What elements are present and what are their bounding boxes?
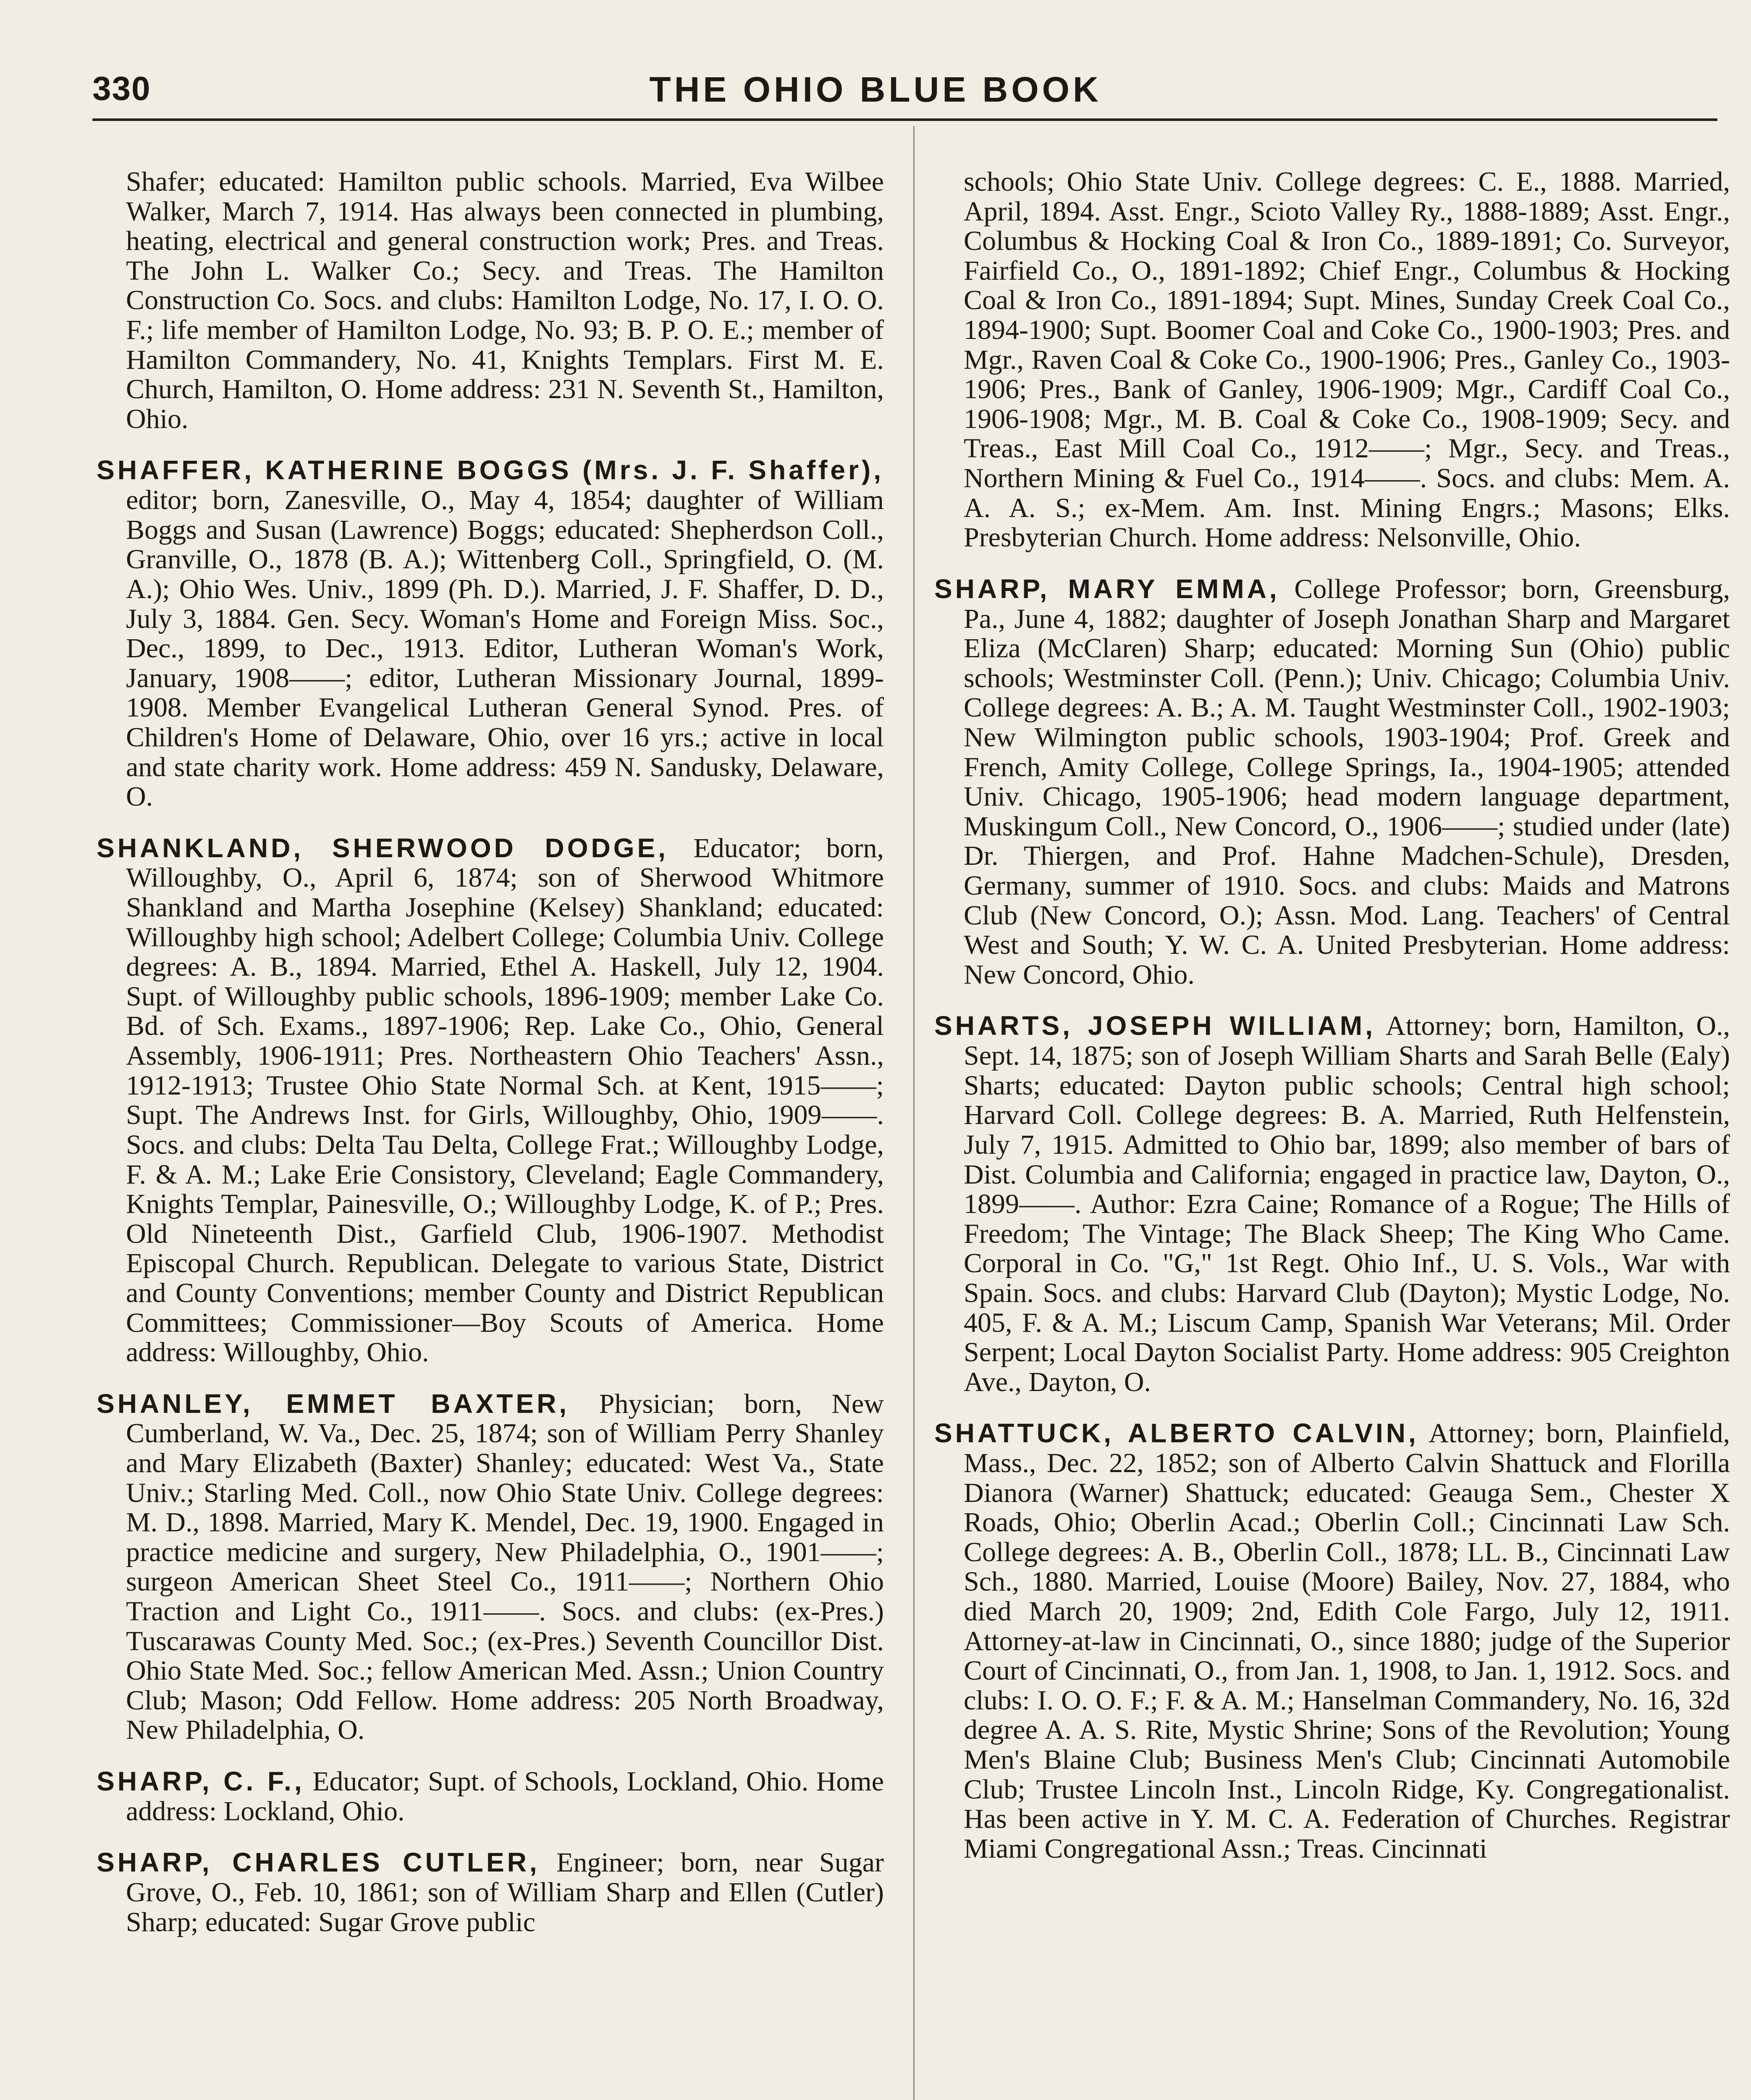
entry-shaffer xyxy=(97,456,884,811)
right-column xyxy=(934,167,1730,1886)
page-number: 330 xyxy=(92,70,151,107)
entry-sharp-mary xyxy=(934,575,1730,990)
entry-text: Engineer; born, near Sugar Grove, O., Feb. 10, 1861; son of William Sharp and Ellen (Cutler) Sharp; educated: Sugar Grove public xyxy=(126,1847,884,1937)
entry-name: SHANKLAND, SHERWOOD DODGE, xyxy=(97,832,668,863)
entry-text: Physician; born, New Cumberland, W. Va., Dec. 25, 1874; son of William Perry Shanley and Mary Elizabeth (Baxter) Shanley; educated: West Va., State Univ.; Starling Med. Coll., now Ohio State Univ. College degrees: M. D., 1898. Married, Mary K. Mendel, Dec. 19, 1900. Engaged in practice medicine and surgery, New Philadelphia, O., 1901——; surgeon American Sheet Steel Co., 1911——; Northern Ohio Traction and Light Co., 1911——. Socs. and clubs: (ex-Pres.) Tuscarawas County Med. Soc.; (ex-Pres.) Seventh Councillor Dist. Ohio State Med. Soc.; fellow American Med. Assn.; Union Country Club; Mason; Odd Fellow. Home address: 205 North Broadway, New Philadelphia, O. xyxy=(126,1388,884,1746)
entry-text: Attorney; born, Hamilton, O., Sept. 14, 1875; son of Joseph William Sharts and Sarah Belle (Ealy) Sharts; educated: Dayton public schools; Central high school; Harvard Coll. College degrees: B. A. Married, Ruth Helfenstein, July 7, 1915. Admitted to Ohio bar, 1899; also member of bars of Dist. Columbia and California; engaged in practice law, Dayton, O., 1899——. Author: Ezra Caine; Romance of a Rogue; The Hills of Freedom; The Vintage; The Black Sheep; The King Who Came. Corporal in Co. "G," 1st Regt. Ohio Inf., U. S. Vols., War with Spain. Socs. and clubs: Harvard Club (Dayton); Mystic Lodge, No. 405, F. & A. M.; Liscum Camp, Spanish War Veterans; Mil. Order Serpent; Local Dayton Socialist Party. Home address: 905 Creighton Ave., Dayton, O. xyxy=(964,1011,1730,1397)
entry-name: SHARP, C. F., xyxy=(97,1766,305,1797)
entry-name: SHANLEY, EMMET BAXTER, xyxy=(97,1388,570,1419)
entry-text: Educator; born, Willoughby, O., April 6, 1874; son of Sherwood Whitmore Shankland and Martha Josephine (Kelsey) Shankland; educated: Willoughby high school; Adelbert College; Columbia Univ. College degrees: A. B., 1894. Married, Ethel A. Haskell, July 12, 1904. Supt. of Willoughby public schools, 1896-1909; member Lake Co. Bd. of Sch. Exams., 1897-1906; Rep. Lake Co., Ohio, General Assembly, 1906-1911; Pres. Northeastern Ohio Teachers' Assn., 1912-1913; Trustee Ohio State Normal Sch. at Kent, 1915——; Supt. The Andrews Inst. for Girls, Willoughby, Ohio, 1909——. Socs. and clubs: Delta Tau Delta, College Frat.; Willoughby Lodge, F. & A. M.; Lake Erie Consistory, Cleveland; Eagle Commandery, Knights Templar, Painesville, O.; Willoughby Lodge, K. of P.; Pres. Old Nineteenth Dist., Garfield Club, 1906-1907. Methodist Episcopal Church. Republican. Delegate to various State, District and County Conventions; member County and District Republican Committees; Commissioner—Boy Scouts of America. Home address: Willoughby, Ohio. xyxy=(126,832,884,1368)
header-rule xyxy=(92,118,1717,121)
left-column xyxy=(97,167,884,1959)
running-head: THE OHIO BLUE BOOK xyxy=(649,70,1102,109)
entry-name: SHARP, MARY EMMA, xyxy=(934,573,1280,604)
entry-shankland xyxy=(97,834,884,1368)
entry-shanley xyxy=(97,1389,884,1745)
continuation-entry: Shafer; educated: Hamilton public schools. Married, Eva Wilbee Walker, March 7, 1914. Has always been connected in plumbing, heating, electrical and general construction work; Pres. and Treas. The John L. Walker Co.; Secy. and Treas. The Hamilton Construction Co. Socs. and clubs: Hamilton Lodge, No. 17, I. O. O. F.; life member of Hamilton Lodge, No. 93; B. P. O. E.; member of Hamilton Commandery, No. 41, Knights Templars. First M. E. Church, Hamilton, O. Home address: 231 N. Seventh St., Hamilton, Ohio. xyxy=(126,166,884,434)
column-divider xyxy=(913,126,915,2100)
entry-sharp-cf xyxy=(97,1767,884,1826)
entry-text: editor; born, Zanesville, O., May 4, 1854; daughter of William Boggs and Susan (Lawrence) Boggs; educated: Shepherdson Coll., Granville, O., 1878 (B. A.); Wittenberg Coll., Springfield, O. (M. A.); Ohio Wes. Univ., 1899 (Ph. D.). Married, J. F. Shaffer, D. D., July 3, 1884. Gen. Secy. Woman's Home and Foreign Miss. Soc., Dec., 1899, to Dec., 1913. Editor, Lutheran Woman's Work, January, 1908——; editor, Lutheran Missionary Journal, 1899-1908. Member Evangelical Lutheran General Synod. Pres. of Children's Home of Delaware, Ohio, over 16 yrs.; active in local and state charity work. Home address: 459 N. Sandusky, Delaware, O. xyxy=(126,485,884,812)
entry-sharp-charles xyxy=(97,1848,884,1937)
entry-name: SHAFFER, KATHERINE BOGGS (Mrs. J. F. Shaffer), xyxy=(97,455,884,486)
entry-text: Educator; Supt. of Schools, Lockland, Ohio. Home address: Lockland, Ohio. xyxy=(126,1766,884,1827)
continuation-entry: schools; Ohio State Univ. College degrees: C. E., 1888. Married, April, 1894. Asst. Engr., Scioto Valley Ry., 1888-1889; Asst. Engr., Columbus & Hocking Coal & Iron Co., 1889-1891; Co. Surveyor, Fairfield Co., O., 1891-1892; Chief Engr., Columbus & Hocking Coal & Iron Co., 1891-1894; Supt. Mines, Sunday Creek Coal Co., 1894-1900; Supt. Boomer Coal and Coke Co., 1900-1903; Pres. and Mgr., Raven Coal & Coke Co., 1900-1906; Pres., Ganley Co., 1903-1906; Pres., Bank of Ganley, 1906-1909; Mgr., Cardiff Coal Co., 1906-1908; Mgr., M. B. Coal & Coke Co., 1908-1909; Secy. and Treas., East Mill Coal Co., 1912——; Mgr., Secy. and Treas., Northern Mining & Fuel Co., 1914——. Socs. and clubs: Mem. A. A. A. S.; ex-Mem. Am. Inst. Mining Engrs.; Masons; Elks. Presbyterian Church. Home address: Nelsonville, Ohio. xyxy=(964,166,1730,553)
entry-text: Attorney; born, Plainfield, Mass., Dec. 22, 1852; son of Alberto Calvin Shattuck and Florilla Dianora (Warner) Shattuck; educated: Geauga Sem., Chester X Roads, Ohio; Oberlin Acad.; Oberlin Coll.; Cincinnati Law Sch. College degrees: A. B., Oberlin Coll., 1878; LL. B., Cincinnati Law Sch., 1880. Married, Louise (Moore) Bailey, Nov. 27, 1884, who died March 20, 1909; 2nd, Edith Cole Fargo, July 12, 1911. Attorney-at-law in Cincinnati, O., since 1880; judge of the Superior Court of Cincinnati, O., from Jan. 1, 1908, to Jan. 1, 1912. Socs. and clubs: I. O. O. F.; F. & A. M.; Hanselman Commandery, No. 16, 32d degree A. A. S. Rite, Mystic Shrine; Sons of the Revolution; Young Men's Blaine Club; Business Men's Club; Cincinnati Automobile Club; Trustee Lincoln Inst., Lincoln Ridge, Ky. Congregationalist. Has been active in Y. M. C. A. Federation of Churches. Registrar Miami Congregational Assn.; Treas. Cincinnati xyxy=(964,1418,1730,1864)
entry-name: SHARP, CHARLES CUTLER, xyxy=(97,1847,540,1878)
entry-name: SHARTS, JOSEPH WILLIAM, xyxy=(934,1011,1376,1041)
entry-sharts xyxy=(934,1011,1730,1397)
entry-text: College Professor; born, Greensburg, Pa., June 4, 1882; daughter of Joseph Jonathan Sharp and Margaret Eliza (McClaren) Sharp; educated: Morning Sun (Ohio) public schools; Westminster Coll. (Penn.); Univ. Chicago; Columbia Univ. College degrees: A. B.; A. M. Taught Westminster Coll., 1902-1903; New Wilmington public schools, 1903-1904; Prof. Greek and French, Amity College, College Springs, Ia., 1904-1905; attended Univ. Chicago, 1905-1906; head modern language department, Muskingum Coll., New Concord, O., 1906——; studied under (late) Dr. Thiergen, and Prof. Hahne Madchen-Schule), Dresden, Germany, summer of 1910. Socs. and clubs: Maids and Matrons Club (New Concord, O.); Assn. Mod. Lang. Teachers' of Central West and South; Y. W. C. A. United Presbyterian. Home address: New Concord, Ohio. xyxy=(964,573,1730,990)
entry-name: SHATTUCK, ALBERTO CALVIN, xyxy=(934,1418,1419,1449)
entry-shattuck xyxy=(934,1419,1730,1864)
